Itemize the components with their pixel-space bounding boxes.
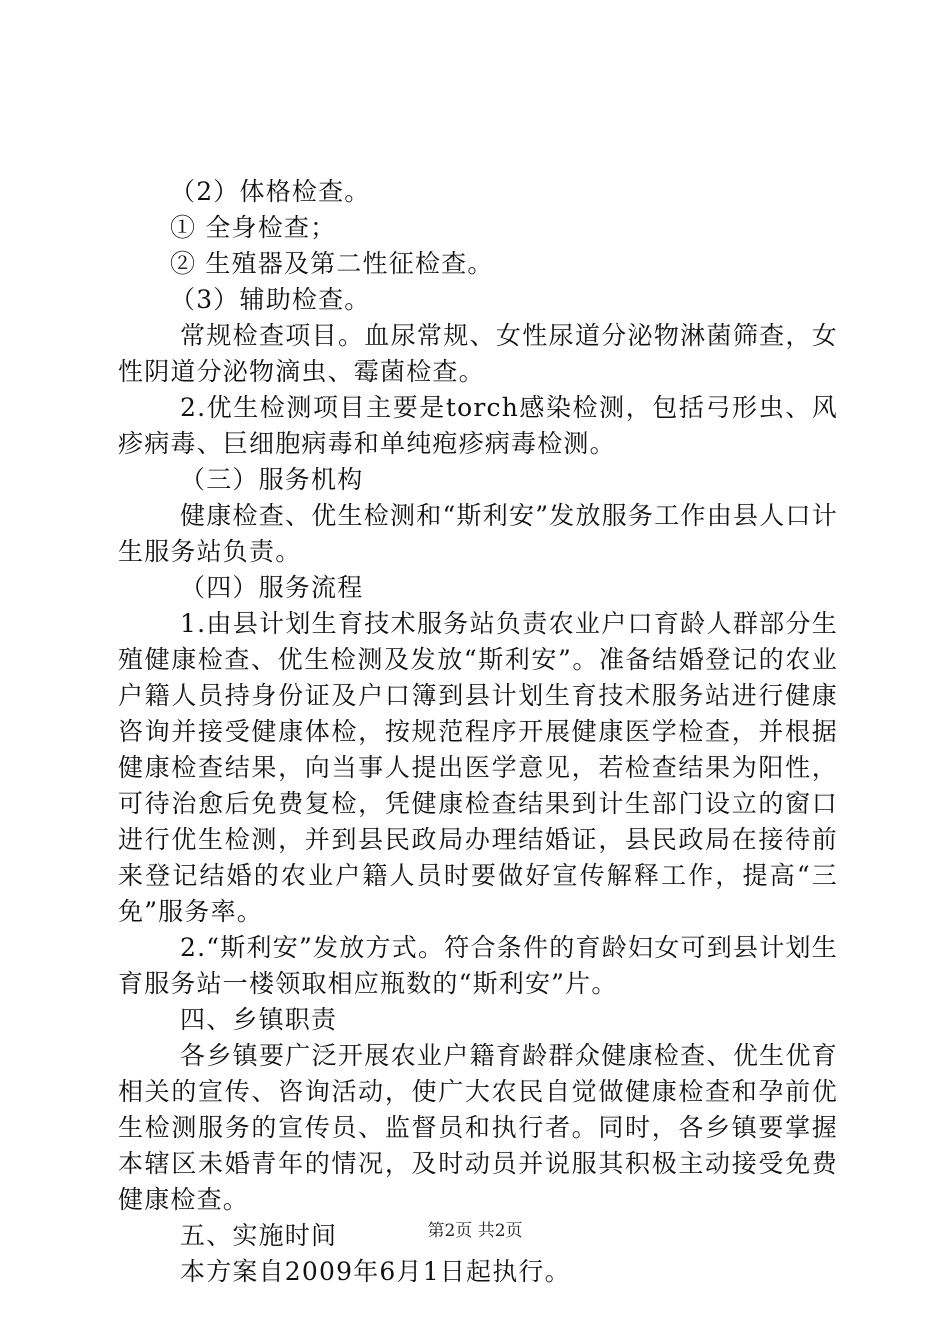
heading-township-duties: 四、乡镇职责 bbox=[180, 1005, 338, 1034]
paragraph-eugenic-items: 2.优生检测项目主要是torch感染检测，包括弓形虫、风疹病毒、巨细胞病毒和单纯疱疹病毒检测。 bbox=[118, 393, 838, 458]
subheading-physical-exam: （2）体格检查。 bbox=[170, 177, 371, 206]
list-item-genital-exam: ② 生殖器及第二性征检查。 bbox=[170, 249, 494, 278]
page-number: 第2页 共2页 bbox=[427, 1221, 523, 1241]
paragraph-routine-items: 常规检查项目。血尿常规、女性尿道分泌物淋菌筛查，女性阴道分泌物滴虫、霉菌检查。 bbox=[118, 321, 838, 386]
list-item-full-body-exam: ① 全身检查； bbox=[170, 213, 337, 242]
paragraph-township-duties: 各乡镇要广泛开展农业户籍育龄群众健康检查、优生优育相关的宣传、咨询活动，使广大农民自觉做健康检查和孕前优生检测服务的宣传员、监督员和执行者。同时，各乡镇要掌握本辖区未婚青年的情况，及时动员并说服其积极主动接受免费健康检查。 bbox=[118, 1041, 838, 1214]
heading-implementation-time: 五、实施时间 bbox=[180, 1221, 338, 1250]
paragraph-implementation-time: 本方案自2009年6月1日起执行。 bbox=[180, 1257, 571, 1286]
paragraph-process-step-1: 1.由县计划生育技术服务站负责农业户口育龄人群部分生殖健康检查、优生检测及发放“斯利安”。准备结婚登记的农业户籍人员持身份证及户口簿到县计划生育技术服务站进行健康咨询并接受健康体检，按规范程序开展健康医学检查，并根据健康检查结果，向当事人提出医学意见，若检查结果为阳性，可待治愈后免费复检，凭健康检查结果到计生部门设立的窗口进行优生检测，并到县民政局办理结婚证，县民政局在接待前来登记结婚的农业户籍人员时要做好宣传解释工作，提高“三免”服务率。 bbox=[118, 609, 838, 926]
paragraph-process-step-2: 2.“斯利安”发放方式。符合条件的育龄妇女可到县计划生育服务站一楼领取相应瓶数的“斯利安”片。 bbox=[118, 933, 838, 998]
heading-service-agency: （三）服务机构 bbox=[180, 465, 364, 494]
heading-service-process: （四）服务流程 bbox=[180, 573, 364, 602]
paragraph-service-agency: 健康检查、优生检测和“斯利安”发放服务工作由县人口计生服务站负责。 bbox=[118, 501, 838, 566]
subheading-auxiliary-exam: （3）辅助检查。 bbox=[170, 285, 371, 314]
document-body bbox=[118, 174, 838, 1290]
